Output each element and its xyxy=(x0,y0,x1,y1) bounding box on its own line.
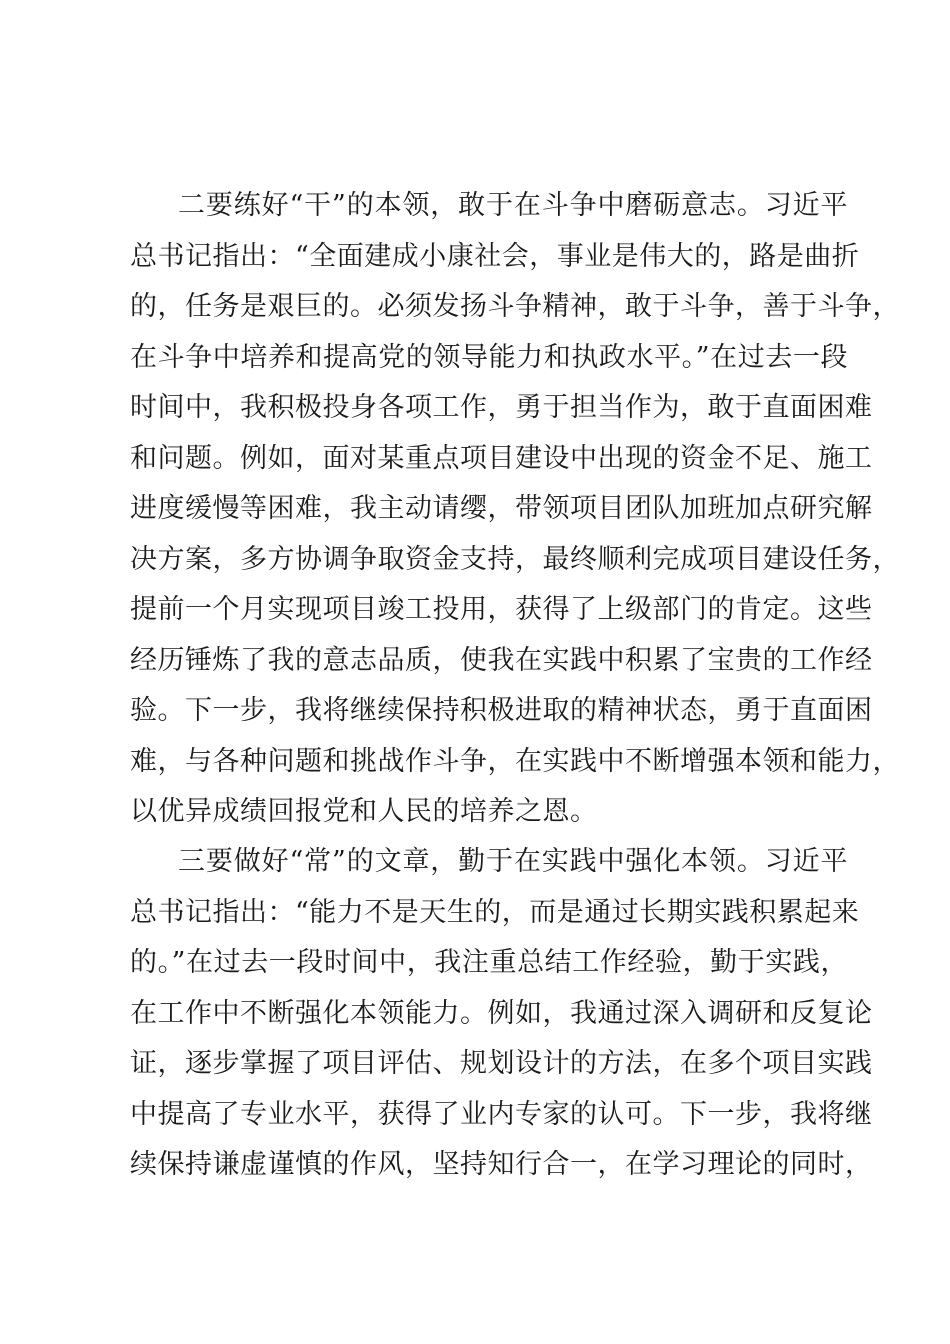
paragraph-line: 在工作中不断强化本领能力。例如，我通过深入调研和反复论 xyxy=(130,997,873,1029)
paragraph-2 xyxy=(130,181,900,838)
paragraph-line: 决方案，多方协调争取资金支持，最终顺利完成项目建设任务， xyxy=(130,543,900,575)
paragraph-line: 在斗争中培养和提高党的领导能力和执政水平。”在过去一段 xyxy=(130,341,848,373)
paragraph-line: 经历锤炼了我的意志品质，使我在实践中积累了宝贵的工作经 xyxy=(130,644,873,676)
paragraph-line: 的。”在过去一段时间中，我注重总结工作经验，勤于实践， xyxy=(130,947,848,978)
paragraph-line: 的，任务是艰巨的。必须发扬斗争精神，敢于斗争，善于斗争， xyxy=(130,291,900,322)
paragraph-line: 二要练好“干”的本领，敢于在斗争中磨砺意志。习近平 xyxy=(178,190,848,221)
paragraph-line: 证，逐步掌握了项目评估、规划设计的方法，在多个项目实践 xyxy=(130,1048,873,1079)
paragraph-line: 以优异成绩回报党和人民的培养之恩。 xyxy=(130,796,598,827)
paragraph-line: 总书记指出：“全面建成小康社会，事业是伟大的，路是曲折 xyxy=(130,240,860,272)
paragraph-line: 进度缓慢等困难，我主动请缨，带领项目团队加班加点研究解 xyxy=(130,493,873,524)
paragraph-line: 三要做好“常”的文章，勤于在实践中强化本领。习近平 xyxy=(178,846,848,877)
paragraph-line: 提前一个月实现项目竣工投用，获得了上级部门的肯定。这些 xyxy=(130,594,873,625)
paragraph-line: 和问题。例如，面对某重点项目建设中出现的资金不足、施工 xyxy=(130,442,873,474)
paragraph-3 xyxy=(130,837,873,1191)
paragraph-line: 续保持谦虚谨慎的作风，坚持知行合一，在学习理论的同时， xyxy=(130,1149,873,1180)
paragraph-line: 难，与各种问题和挑战作斗争，在实践中不断增强本领和能力， xyxy=(130,745,900,777)
paragraph-line: 总书记指出：“能力不是天生的，而是通过长期实践积累起来 xyxy=(130,896,860,928)
paragraph-line: 中提高了专业水平，获得了业内专家的认可。下一步，我将继 xyxy=(130,1098,873,1130)
paragraph-line: 验。下一步，我将继续保持积极进取的精神状态，勇于直面困 xyxy=(130,695,873,726)
paragraph-line: 时间中，我积极投身各项工作，勇于担当作为，敢于直面困难 xyxy=(130,392,873,423)
